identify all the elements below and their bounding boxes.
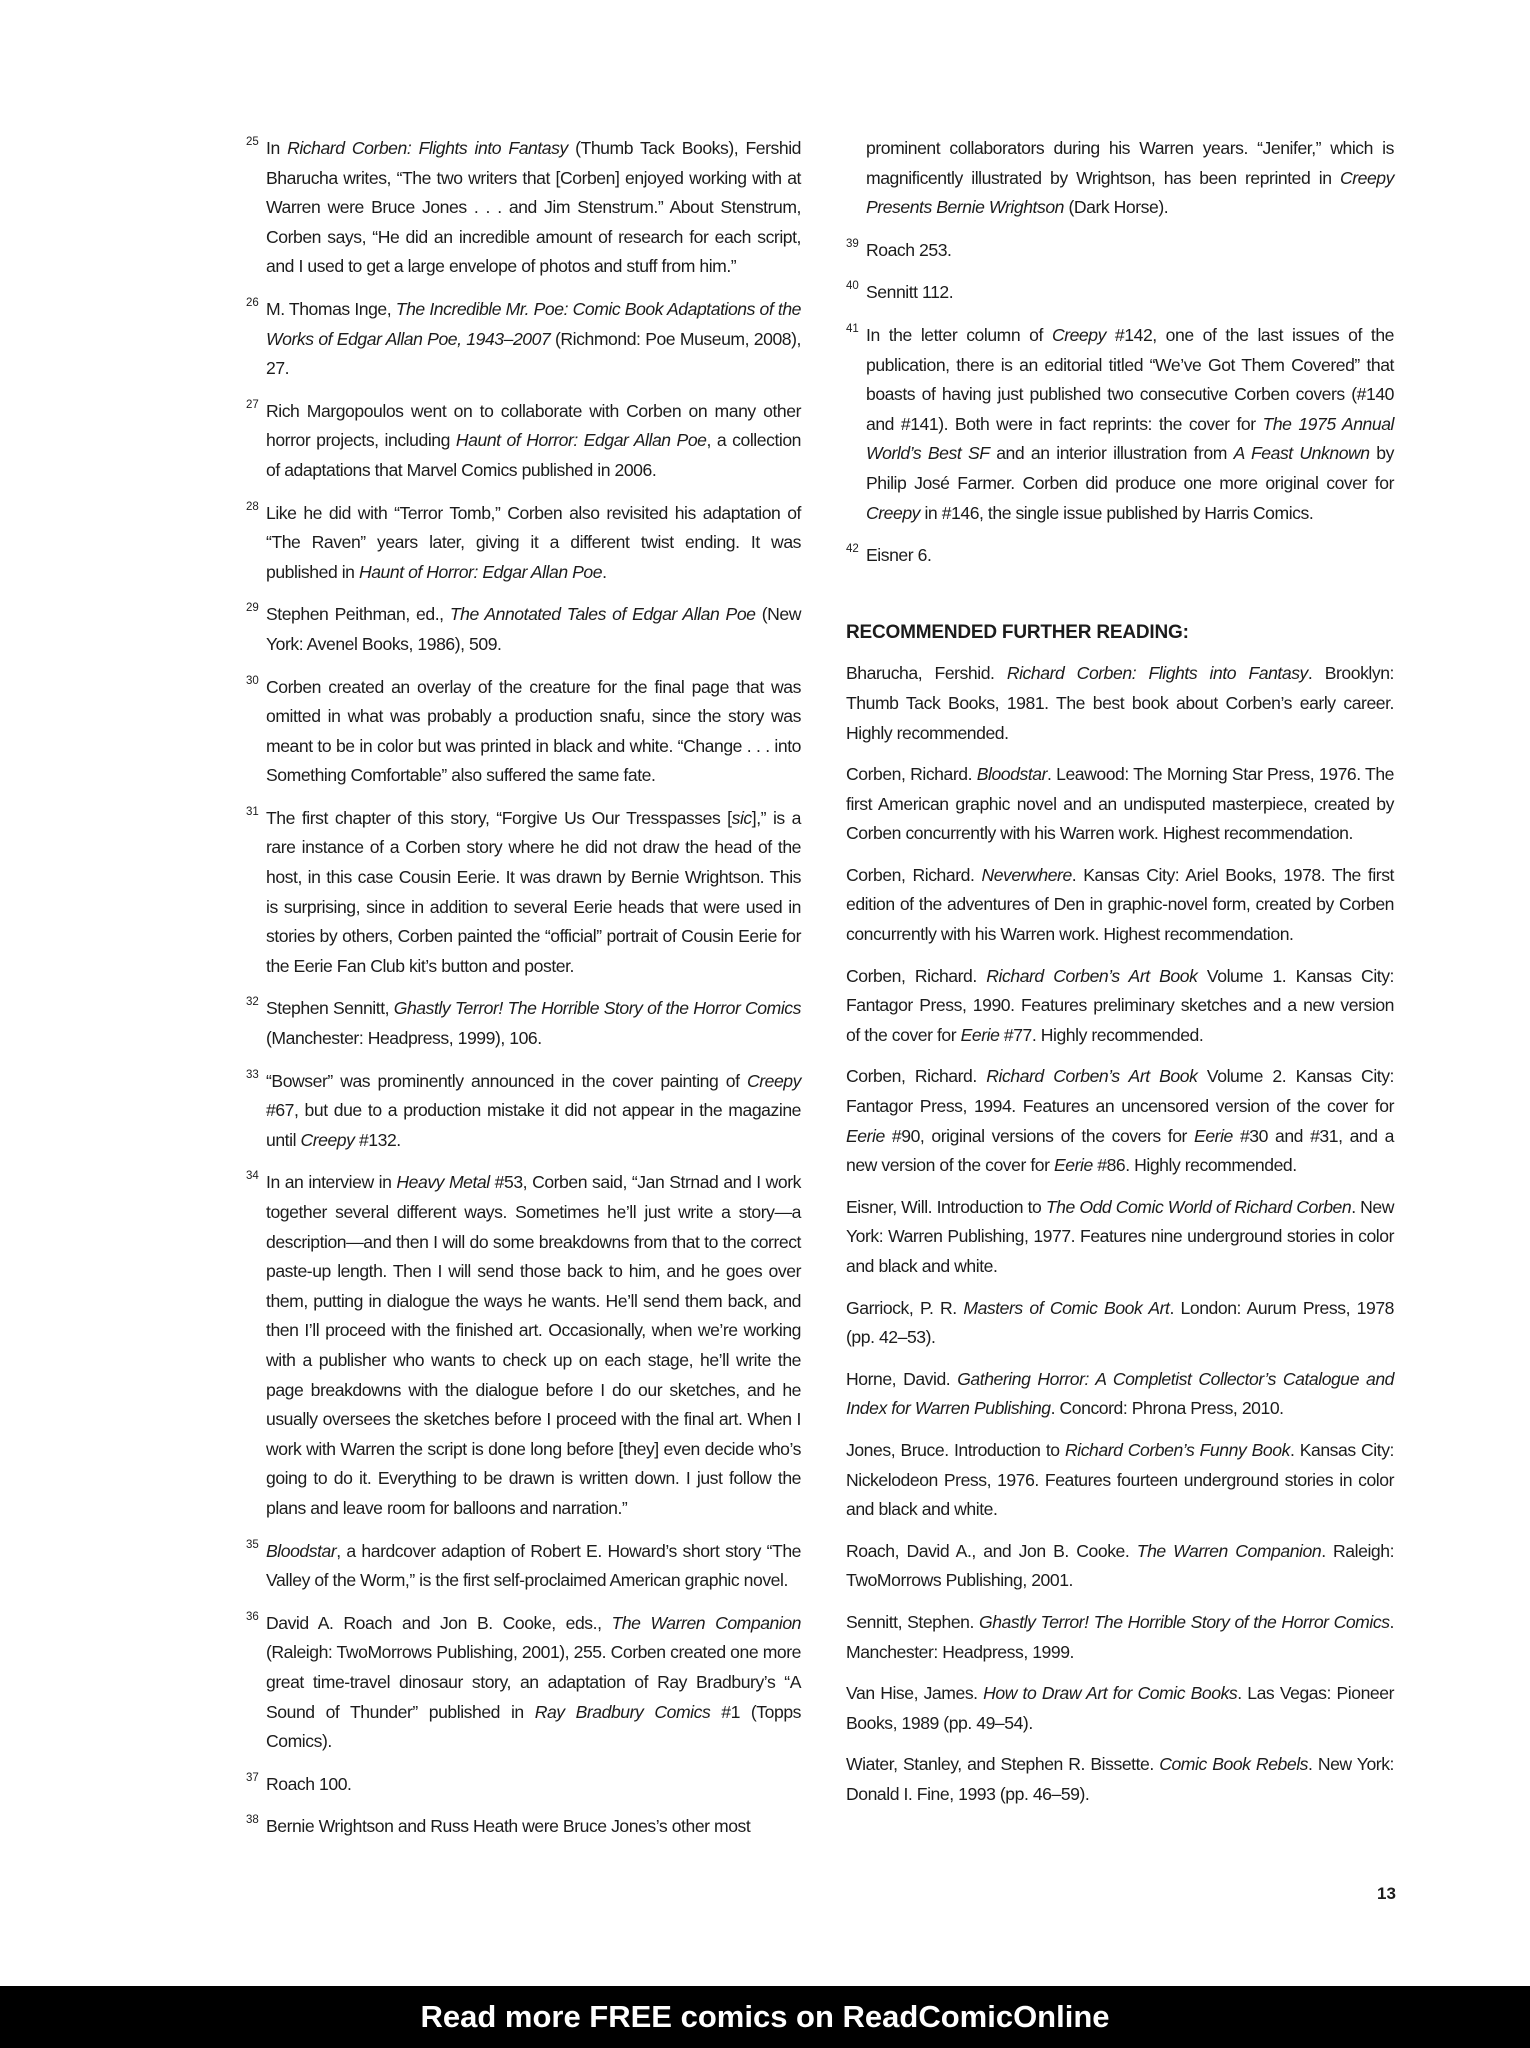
footnote (246, 994, 801, 1053)
right-column (846, 134, 1394, 1822)
text-run: #86. Highly recommended. (1092, 1155, 1297, 1176)
text-run: #53, Corben said, “Jan Strnad and I work together several different ways. Sometimes he’ll just write a story—a description—and then I will do some breakdowns from that to the correct paste-up length. Then I will send those back to him, and he goes over them, putting in dialogue the ways he wants. He’ll send them back, and then I’ll proceed with the finished art. Occasionally, when we’re working with a publisher who wants to check up on each stage, he’ll write the page breakdowns with the dialogue before I do our sketches, and he usually oversees the sketches before I proceed with the final art. When I work with Warren the script is done long before [they] even decide who’s going to do it. Everything to be drawn is written down. I just follow the plans and leave room for balloons and narration.” (266, 1172, 801, 1518)
italic-title: Creepy (1051, 324, 1106, 345)
footnote (246, 1812, 801, 1842)
italic-title: Eerie (1194, 1125, 1233, 1146)
text-run: “Bowser” was prominently announced in the cover painting of (266, 1070, 747, 1091)
footnote-number: 30 (246, 674, 259, 687)
footnote-number: 32 (246, 996, 259, 1009)
text-run: , a collection of adaptations that Marvel Comics published in 2006. (266, 430, 802, 480)
text-run: In the letter column of (866, 324, 1052, 345)
footnote (846, 541, 1394, 571)
italic-title: Comic Book Rebels (1159, 1754, 1308, 1775)
text-run: (Raleigh: TwoMorrows Publishing, 2001), 255. Corben created one more great time-travel dinosaur story, an adaptation of Ray Bradbury’s “A Sound of Thunder” published in (266, 1642, 801, 1722)
text-run: . London: Aurum Press, 1978 (pp. 42–53). (846, 1297, 1394, 1348)
text-run: Corben, Richard. (846, 764, 977, 785)
italic-title: sic (731, 807, 752, 828)
text-run: (Manchester: Headpress, 1999), 106. (266, 1028, 542, 1049)
italic-title: Haunt of Horror: Edgar Allan Poe (358, 561, 603, 582)
footnote-number: 29 (246, 602, 259, 615)
italic-title: Ray Bradbury Comics (534, 1701, 711, 1722)
italic-title: Richard Corben: Flights into Fantasy (1006, 663, 1308, 684)
reading-entry (846, 1294, 1394, 1353)
text-run: The first chapter of this story, “Forgive Us Our Tresspasses [ (266, 807, 732, 828)
promo-banner[interactable]: Read more FREE comics on ReadComicOnline (0, 1986, 1530, 2048)
reading-entry (846, 1365, 1394, 1424)
text-run: Roach, David A., and Jon B. Cooke. (846, 1540, 1137, 1561)
footnote-number: 36 (246, 1610, 259, 1623)
footnote (246, 1168, 801, 1523)
text-run: (Richmond: Poe Museum, 2008), 27. (266, 328, 801, 379)
text-run: Stephen Peithman, ed., (266, 604, 450, 625)
footnote-number: 37 (246, 1771, 259, 1784)
footnote-number: 33 (246, 1068, 259, 1081)
footnote-number: 39 (846, 237, 859, 250)
italic-title: The Incredible Mr. Poe: Comic Book Adaptations of the Works of Edgar Allan Poe, 1943–2007 (266, 298, 802, 349)
reading-entry (846, 1193, 1394, 1282)
italic-title: Neverwhere (981, 864, 1072, 885)
reading-entry (846, 1750, 1394, 1809)
text-run: Rich Margopoulos went on to collaborate with Corben on many other horror projects, including (266, 400, 801, 451)
reading-list (846, 659, 1394, 1809)
text-run: by Philip José Farmer. Corben did produce one more original cover for (866, 443, 1394, 493)
text-run: Bernie Wrightson and Russ Heath were Bruce Jones’s other most (266, 1816, 751, 1837)
text-run: In (266, 138, 288, 158)
footnote (246, 600, 801, 659)
text-run: . New York: Warren Publishing, 1977. Features nine underground stories in color and black and white. (846, 1196, 1395, 1276)
italic-title: Ghastly Terror! The Horrible Story of the Horror Comics (393, 998, 801, 1019)
italic-title: Eerie (960, 1024, 1000, 1045)
italic-title: A Feast Unknown (1233, 443, 1370, 464)
text-run: In an interview in (266, 1172, 397, 1193)
reading-entry (846, 760, 1394, 849)
reading-entry (846, 1608, 1394, 1667)
italic-title: Creepy Presents Bernie Wrightson (866, 167, 1394, 218)
text-run: Stephen Sennitt, (266, 998, 394, 1019)
reading-entry (846, 1537, 1394, 1596)
footnote-number: 26 (246, 296, 259, 309)
italic-title: Creepy (866, 502, 921, 523)
text-run: . Raleigh: TwoMorrows Publishing, 2001. (846, 1540, 1395, 1591)
footnote-number: 34 (246, 1170, 259, 1183)
italic-title: Eerie (1053, 1155, 1093, 1176)
footnote-number: 27 (246, 398, 259, 411)
text-run: . Leawood: The Morning Star Press, 1976. The first American graphic novel and an undisputed masterpiece, created by Corben concurrently with his Warren work. Highest recommendation. (846, 764, 1394, 844)
reading-entry (846, 659, 1394, 748)
italic-title: Richard Corben: Flights into Fantasy (287, 138, 568, 158)
text-run: Roach 100. (266, 1773, 352, 1794)
italic-title: Bloodstar (976, 764, 1047, 785)
italic-title: Eerie (846, 1125, 885, 1146)
text-run: (Dark Horse). (1064, 197, 1169, 218)
italic-title: The Warren Companion (611, 1612, 802, 1633)
text-run: Corben, Richard. (846, 864, 982, 885)
footnote-number: 38 (246, 1814, 259, 1827)
italic-title: Richard Corben’s Art Book (986, 965, 1198, 986)
footnote (246, 1537, 801, 1596)
italic-title: Masters of Comic Book Art (963, 1297, 1170, 1318)
text-run: Eisner, Will. Introduction to (846, 1196, 1046, 1217)
footnote (846, 321, 1394, 528)
text-run: David A. Roach and Jon B. Cooke, eds., (266, 1612, 612, 1633)
text-run: Garriock, P. R. (846, 1297, 964, 1318)
text-run: . Brooklyn: Thumb Tack Books, 1981. The best book about Corben’s early career. Highly recommended. (846, 663, 1394, 743)
footnote (846, 278, 1394, 308)
footnote (246, 1770, 801, 1800)
footnotes-left-column (246, 134, 801, 1855)
text-run: (Thumb Tack Books), Fershid Bharucha writes, “The two writers that [Corben] enjoyed working with at Warren were Bruce Jones . . . and Jim Stenstrum.” About Stenstrum, Corben says, “He did an incredible amount of research for each script, and I used to get a large envelope of photos and stuff from him.” (266, 138, 801, 277)
footnote-number: 28 (246, 500, 259, 513)
footnote (246, 1609, 801, 1757)
footnote (246, 295, 801, 384)
text-run: . Concord: Phrona Press, 2010. (1050, 1398, 1284, 1419)
text-run: prominent collaborators during his Warren years. “Jenifer,” which is magnificently illustrated by Wrightson, has been reprinted in (866, 138, 1394, 188)
reading-entry (846, 1062, 1394, 1180)
page-number: 13 (1377, 1884, 1396, 1903)
footnote (846, 134, 1394, 223)
text-run: Sennitt, Stephen. (846, 1611, 979, 1632)
italic-title: Ghastly Terror! The Horrible Story of the Horror Comics (978, 1611, 1390, 1632)
footnote-number: 35 (246, 1538, 259, 1551)
text-run: . Las Vegas: Pioneer Books, 1989 (pp. 49–54). (846, 1683, 1394, 1733)
text-run: Wiater, Stanley, and Stephen R. Bissette. (846, 1754, 1160, 1775)
text-run: Van Hise, James. (846, 1683, 984, 1704)
italic-title: The Annotated Tales of Edgar Allan Poe (449, 604, 756, 625)
text-run: #1 (Topps Comics). (266, 1701, 801, 1752)
text-run: in #146, the single issue published by Harris Comics. (920, 502, 1314, 523)
text-run: #77. Highly recommended. (999, 1024, 1204, 1045)
footnote-number: 41 (846, 322, 859, 335)
text-run: Jones, Bruce. Introduction to (846, 1439, 1065, 1460)
text-run: ],” is a rare instance of a Corben story where he did not draw the head of the host, in this case Cousin Eerie. It was drawn by Bernie Wrightson. This is surprising, since in addition to several Eerie heads that were used in stories by others, Corben painted the “official” portrait of Cousin Eerie for the Eerie Fan Club kit’s button and poster. (266, 807, 801, 976)
text-run: M. Thomas Inge, (266, 298, 396, 319)
text-run: Corben, Richard. (846, 965, 987, 986)
italic-title: Haunt of Horror: Edgar Allan Poe (455, 430, 707, 451)
reading-entry (846, 962, 1394, 1051)
footnotes-right (846, 134, 1394, 571)
text-run: (New York: Avenel Books, 1986), 509. (266, 604, 801, 654)
text-run: #90, original versions of the covers for (884, 1125, 1195, 1146)
text-run: Volume 2. Kansas City: Fantagor Press, 1994. Features an uncensored version of the cover for (846, 1066, 1394, 1117)
footnote (846, 236, 1394, 266)
text-run: Corben, Richard. (846, 1066, 987, 1087)
reading-entry (846, 861, 1394, 950)
italic-title: The 1975 Annual World’s Best SF (866, 413, 1394, 464)
text-run: . Kansas City: Ariel Books, 1978. The first edition of the adventures of Den in graphic-novel form, created by Corben concurrently with his Warren work. Highest recommendation. (846, 864, 1394, 945)
footnote (246, 1067, 801, 1156)
italic-title: The Warren Companion (1136, 1540, 1322, 1561)
text-run: Volume 1. Kansas City: Fantagor Press, 1990. Features preliminary sketches and a new version of the cover for (846, 965, 1394, 1045)
footnote (246, 673, 801, 791)
text-run: #142, one of the last issues of the publication, there is an editorial titled “We’ve Got Them Covered” that boasts of having just published two consecutive Corben covers (#140 and #141). Both were in fact reprints: the cover for (866, 324, 1395, 434)
footnote (246, 804, 801, 982)
text-run: Bharucha, Fershid. (846, 663, 1007, 684)
italic-title: Richard Corben’s Art Book (986, 1066, 1198, 1087)
text-run: . (602, 561, 607, 582)
text-run: #30 and #31, and a new version of the cover for (846, 1125, 1395, 1176)
text-run: , a hardcover adaption of Robert E. Howard’s short story “The Valley of the Worm,” is the first self-proclaimed American graphic novel. (266, 1540, 801, 1591)
italic-title: Creepy (300, 1129, 355, 1150)
text-run: . Kansas City: Nickelodeon Press, 1976. Features fourteen underground stories in color and black and white. (846, 1439, 1394, 1520)
italic-title: Bloodstar (266, 1540, 337, 1561)
reading-entry (846, 1436, 1394, 1525)
footnote-number: 42 (846, 543, 859, 556)
footnote-number: 31 (246, 805, 259, 818)
text-run: . Manchester: Headpress, 1999. (846, 1611, 1394, 1662)
text-run: Sennitt 112. (866, 282, 954, 303)
text-run: Corben created an overlay of the creature for the final page that was omitted in what was probably a production snafu, since the story was meant to be in color but was printed in black and white. “Change . . . into Something Comfortable” also suffered the same fate. (266, 676, 801, 786)
italic-title: Creepy (746, 1070, 801, 1091)
text-run: Roach 253. (866, 239, 952, 260)
text-run: Like he did with “Terror Tomb,” Corben also revisited his adaptation of “The Raven” years later, giving it a different twist ending. It was published in (266, 502, 801, 582)
text-run: . New York: Donald I. Fine, 1993 (pp. 46–59). (846, 1754, 1394, 1804)
text-run: Horne, David. (846, 1368, 958, 1389)
footnote (246, 397, 801, 486)
italic-title: Richard Corben’s Funny Book (1064, 1439, 1290, 1460)
text-run: #132. (354, 1129, 401, 1150)
text-run: and an interior illustration from (989, 443, 1234, 464)
footnote (246, 499, 801, 588)
text-run: Eisner 6. (866, 545, 932, 566)
italic-title: Heavy Metal (396, 1172, 490, 1193)
italic-title: How to Draw Art for Comic Books (983, 1683, 1238, 1704)
footnote-number: 40 (846, 280, 859, 293)
reading-heading: RECOMMENDED FURTHER READING: (846, 621, 1189, 643)
footnote (246, 134, 801, 282)
italic-title: Gathering Horror: A Completist Collector’s Catalogue and Index for Warren Publishing (846, 1368, 1394, 1419)
reading-entry (846, 1679, 1394, 1738)
footnote-number: 25 (246, 136, 259, 148)
italic-title: The Odd Comic World of Richard Corben (1045, 1196, 1352, 1217)
text-run: #67, but due to a production mistake it did not appear in the magazine until (266, 1100, 801, 1150)
